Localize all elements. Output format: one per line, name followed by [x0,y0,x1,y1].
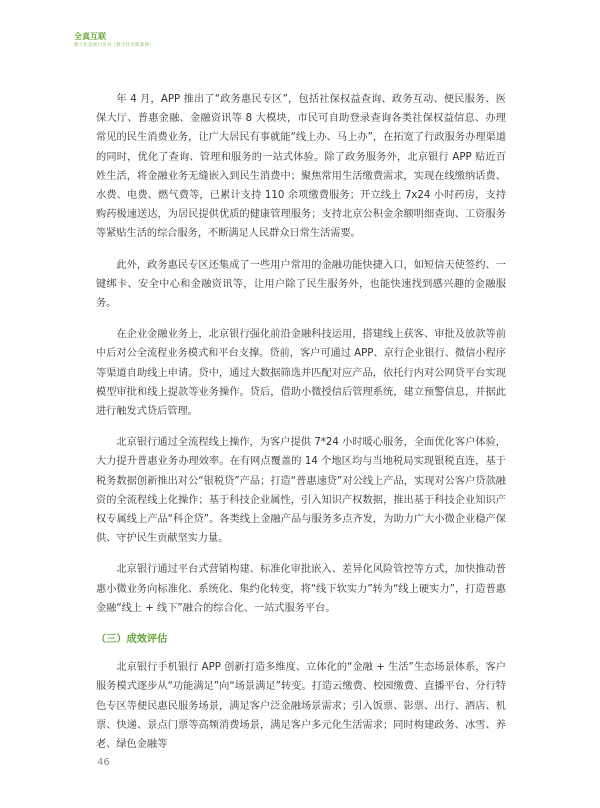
logo-subtitle: 数字化发展白皮书（数字化实践案例） [74,43,154,48]
paragraph-online-service: 北京银行通过全流程线上操作，为客户提供 7*24 小时暖心服务，全面优化客户体验，大力提升普惠业务办理效率。在有网点覆盖的 14 个地区均与当地税局实现银税直连，基于税务数据创新推出对公“银税贷”产品；打造“普惠速贷”对公线上产品，实现对公客户贷款融资的全流程线上化操作；基于科技企业属性，引入知识产权数据，推出基于科技企业知识产权专属线上产品“科企贷”。各类线上金融产品与服务多点齐发，为助力广大小微企业稳产保供、守护民生贡献坚实力量。 [96,437,506,545]
header-logo [74,32,154,49]
logo-title: 全真互联 [74,32,106,41]
section-heading: （三）成效评估 [96,634,168,646]
paragraph-government-zone: 年 4 月，APP 推出了“政务惠民专区”，包括社保权益查询、政务互动、便民服务、医保大厅、普惠金融、金融资讯等 8 大模块，市民可自助登录查询各类社保权益信息、办理常见的民生消费业务，让广大居民有事就能“线上办、马上办”，在拓宽了行政服务办理渠道的同时，优化了查询、管理和服务的一站式体验。除了政务服务外，北京银行 APP 贴近百姓生活，将金融业务无缝嵌入到民生消费中；聚焦常用生活缴费需求，实现在线缴纳话费、水费、电费、燃气费等，已累计支持 110 余项缴费服务；开立线上 7x24 小时药房，支持购药极速送达，为居民提供优质的健康管理服务；支持北京公积金余额明细查询、工资服务等紧贴生活的综合服务，不断满足人民群众日常生活需要。 [96,94,506,240]
paragraph-platform-marketing: 北京银行通过平台式营销构建、标准化审批嵌入、差异化风险管控等方式，加快推动普惠小微业务向标准化、系统化、集约化转变，将“线下软实力”转为“线上硬实力”，打造普惠金融“线上 + 线下”融合的综合化、一站式服务平台。 [96,564,506,614]
paragraph-enterprise-finance: 在企业金融业务上，北京银行强化前沿金融科技运用，搭建线上获客、审批及放款等前中后对公全流程业务模式和平台支撑。贷前，客户可通过 APP、京行企业银行、微信小程序等渠道自助线上申请。贷中，通过大数据筛选并匹配对应产品，依托行内对公网贷平台实现模型审批和线上提款等业务操作。贷后，借助小微授信后管理系统，建立预警信息，并据此进行触发式贷后管理。 [96,329,506,418]
document-body [96,90,506,766]
page-number: 46 [97,757,110,768]
paragraph-effect-evaluation: 北京银行手机银行 APP 创新打造多维度、立体化的“金融 + 生活”生态场景体系，客户服务模式逐步从“功能满足”向“场景满足”转变。打造云缴费、校园缴费、直播平台、分行特色专区等便民惠民服务场景，满足客户泛金融场景需求；引入饭票、影票、出行、酒店、机票、快递、景点门票等高频消费场景，满足客户多元化生活需求；同时构建政务、冰雪、养老、绿色金融等 [96,662,506,751]
paragraph-financial-shortcuts: 此外，政务惠民专区还集成了一些用户常用的金融功能快捷入口，如短信天使签约、一键绑卡、安全中心和金融资讯等，让用户除了民生服务外，也能快速找到感兴趣的金融服务。 [96,259,506,310]
